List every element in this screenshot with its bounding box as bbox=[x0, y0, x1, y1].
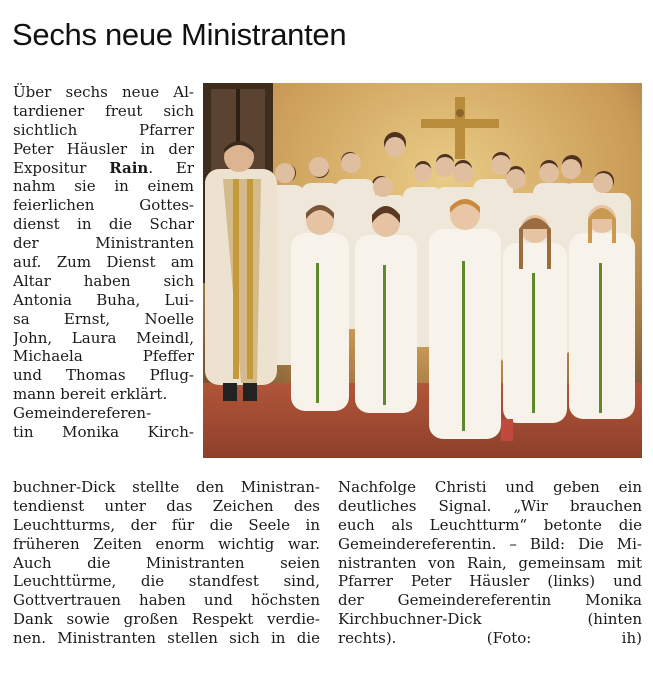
text-line: Altar haben sich bbox=[13, 271, 194, 290]
text-line: der Gemeindereferentin Monika bbox=[338, 591, 642, 610]
text-line: buchner-Dick stellte den Ministran- bbox=[13, 478, 320, 496]
text-line: Leuchttürme, die standfest sind, bbox=[13, 572, 320, 591]
text-line: Gottvertrauen haben und höchsten bbox=[13, 591, 320, 610]
text-line: deutliches Signal. „Wir brauchen bbox=[338, 496, 642, 515]
text-line: früheren Zeiten enorm wichtig war. bbox=[13, 534, 320, 553]
text-line: Über sechs neue Al- bbox=[13, 83, 194, 101]
article-column-bottom-right bbox=[338, 478, 642, 648]
text-line: nahm sie in einem bbox=[13, 177, 194, 196]
text-line: Peter Häusler in der bbox=[13, 139, 194, 158]
front-row-ministrants bbox=[291, 199, 635, 441]
photo-credit-line: rechts). (Foto: ih) bbox=[338, 629, 642, 648]
text-line: Antonia Buha, Lui- bbox=[13, 290, 194, 309]
photo-illustration bbox=[203, 83, 642, 458]
article-column-bottom-left bbox=[13, 478, 320, 648]
text-line: und Thomas Pflug- bbox=[13, 366, 194, 385]
text-line: euch als Leuchtturm“ betonte die bbox=[338, 515, 642, 534]
text-line: John, Laura Meindl, bbox=[13, 328, 194, 347]
text-line: nen. Ministranten stellen sich in die bbox=[13, 629, 320, 648]
text-line: tin Monika Kirch- bbox=[13, 423, 194, 442]
text-line: dienst in die Schar bbox=[13, 215, 194, 234]
text-line: Pfarrer Peter Häusler (links) und bbox=[338, 572, 642, 591]
place-name: Rain bbox=[109, 158, 149, 177]
group-photo bbox=[203, 83, 642, 458]
text-line: Michaela Pfeffer bbox=[13, 347, 194, 366]
text-line: der Ministranten bbox=[13, 234, 194, 253]
text-line: sichtlich Pfarrer bbox=[13, 120, 194, 139]
text-line: tendienst unter das Zeichen des bbox=[13, 496, 320, 515]
text-line: mann bereit erklärt. bbox=[13, 385, 168, 404]
text-line: Gemeindereferentin. – Bild: Die Mi- bbox=[338, 534, 642, 553]
text-line: Kirchbuchner-Dick (hinten bbox=[338, 610, 642, 629]
text-line: Auch die Ministranten seien bbox=[13, 553, 320, 572]
text-line: Dank sowie großen Respekt verdie- bbox=[13, 610, 320, 629]
priest bbox=[205, 141, 277, 401]
text-line: sa Ernst, Noelle bbox=[13, 309, 194, 328]
text-line: auf. Zum Dienst am bbox=[13, 253, 194, 272]
text-line-with-bold-place: Expositur Rain. Er bbox=[13, 158, 194, 177]
text-line: Gemeindereferen- bbox=[13, 404, 152, 423]
headline: Sechs neue Ministranten bbox=[12, 17, 347, 52]
text-line: tardiener freut sich bbox=[13, 101, 194, 120]
text-line: Nachfolge Christi und geben ein bbox=[338, 478, 642, 496]
text-line: feierlichen Gottes- bbox=[13, 196, 194, 215]
text-line: Leuchtturms, der für die Seele in bbox=[13, 515, 320, 534]
article-column-left bbox=[13, 83, 194, 442]
text-line: nistranten von Rain, gemeinsam mit bbox=[338, 553, 642, 572]
